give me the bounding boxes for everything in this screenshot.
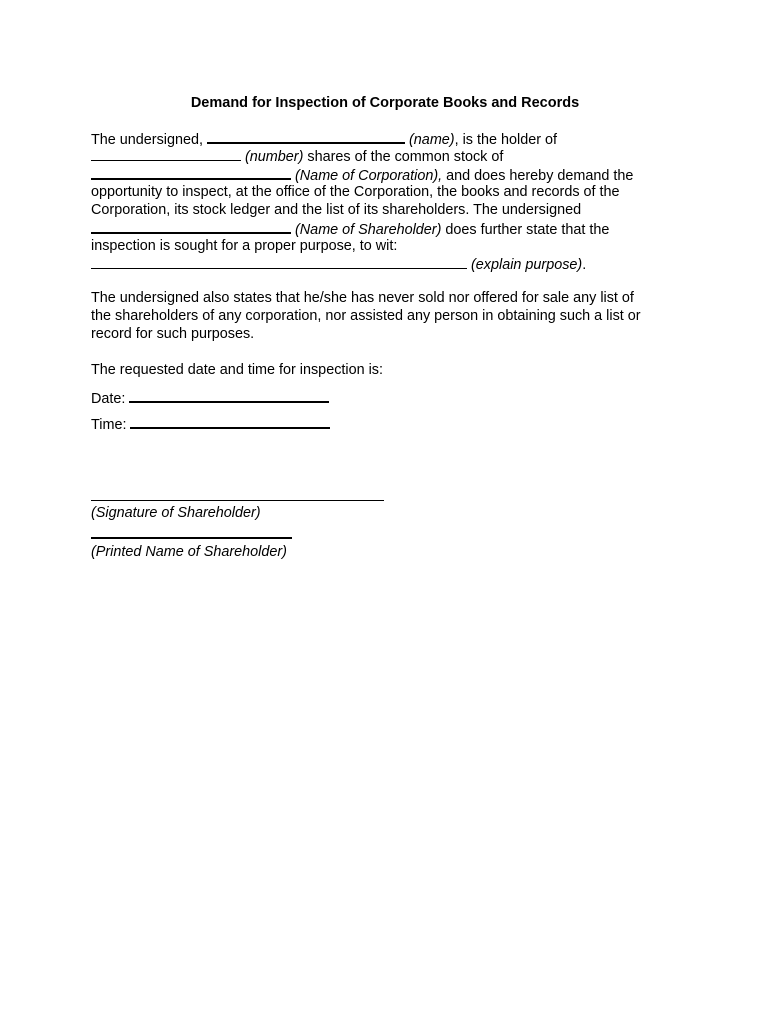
time-row bbox=[91, 414, 691, 432]
paragraph-line bbox=[91, 147, 691, 165]
signature-line[interactable] bbox=[91, 500, 384, 501]
paragraph-demand bbox=[91, 129, 691, 273]
text-opportunity: opportunity to inspect, at the office of the Corporation, the books and records of the bbox=[91, 184, 620, 200]
inspection-request bbox=[91, 361, 691, 379]
text-shares-of: shares of the common stock of bbox=[303, 149, 504, 165]
text-holder-of: , is the holder of bbox=[454, 132, 558, 148]
time-blank[interactable] bbox=[130, 414, 330, 429]
paragraph-line: the shareholders of any corporation, nor assisted any person in obtaining such a list or bbox=[91, 308, 641, 324]
paragraph-line bbox=[91, 219, 691, 237]
paragraph-line bbox=[91, 201, 691, 219]
number-hint: (number) bbox=[245, 149, 304, 165]
corporation-blank[interactable] bbox=[91, 165, 291, 180]
paragraph-line bbox=[91, 237, 691, 255]
shareholder-blank[interactable] bbox=[91, 219, 291, 234]
paragraph-line: record for such purposes. bbox=[91, 326, 255, 342]
number-blank[interactable] bbox=[91, 147, 241, 161]
purpose-blank[interactable] bbox=[91, 255, 467, 269]
purpose-hint: (explain purpose) bbox=[471, 257, 583, 273]
paragraph-line: The undersigned also states that he/she has never sold nor offered for sale any list of bbox=[91, 290, 634, 306]
time-label: Time: bbox=[91, 417, 127, 433]
text-demand: and does hereby demand the bbox=[442, 168, 634, 184]
text-further-state: does further state that the bbox=[441, 222, 610, 238]
paragraph-line bbox=[91, 165, 691, 183]
text-stock-ledger: Corporation, its stock ledger and the list of its shareholders. The undersigned bbox=[91, 202, 582, 218]
date-label: Date: bbox=[91, 391, 126, 407]
text-proper-purpose: inspection is sought for a proper purpose, to wit: bbox=[91, 238, 398, 254]
printed-name-line[interactable] bbox=[91, 537, 292, 539]
text-period: . bbox=[582, 257, 587, 273]
paragraph-line bbox=[91, 129, 691, 147]
document-title: Demand for Inspection of Corporate Books and Records bbox=[190, 95, 580, 111]
shareholder-hint: (Name of Shareholder) bbox=[295, 222, 442, 238]
inspection-intro: The requested date and time for inspection is: bbox=[91, 362, 383, 378]
date-row bbox=[91, 388, 691, 406]
date-blank[interactable] bbox=[129, 388, 329, 403]
name-blank[interactable] bbox=[207, 129, 405, 144]
printed-name-label: (Printed Name of Shareholder) bbox=[91, 544, 287, 560]
text-undersigned: The undersigned, bbox=[91, 132, 208, 148]
corporation-hint: (Name of Corporation), bbox=[295, 168, 443, 184]
signature-label: (Signature of Shareholder) bbox=[91, 505, 261, 521]
paragraph-line bbox=[91, 255, 691, 273]
name-hint: (name) bbox=[409, 132, 455, 148]
paragraph-line bbox=[91, 183, 691, 201]
paragraph-statement bbox=[91, 289, 691, 343]
